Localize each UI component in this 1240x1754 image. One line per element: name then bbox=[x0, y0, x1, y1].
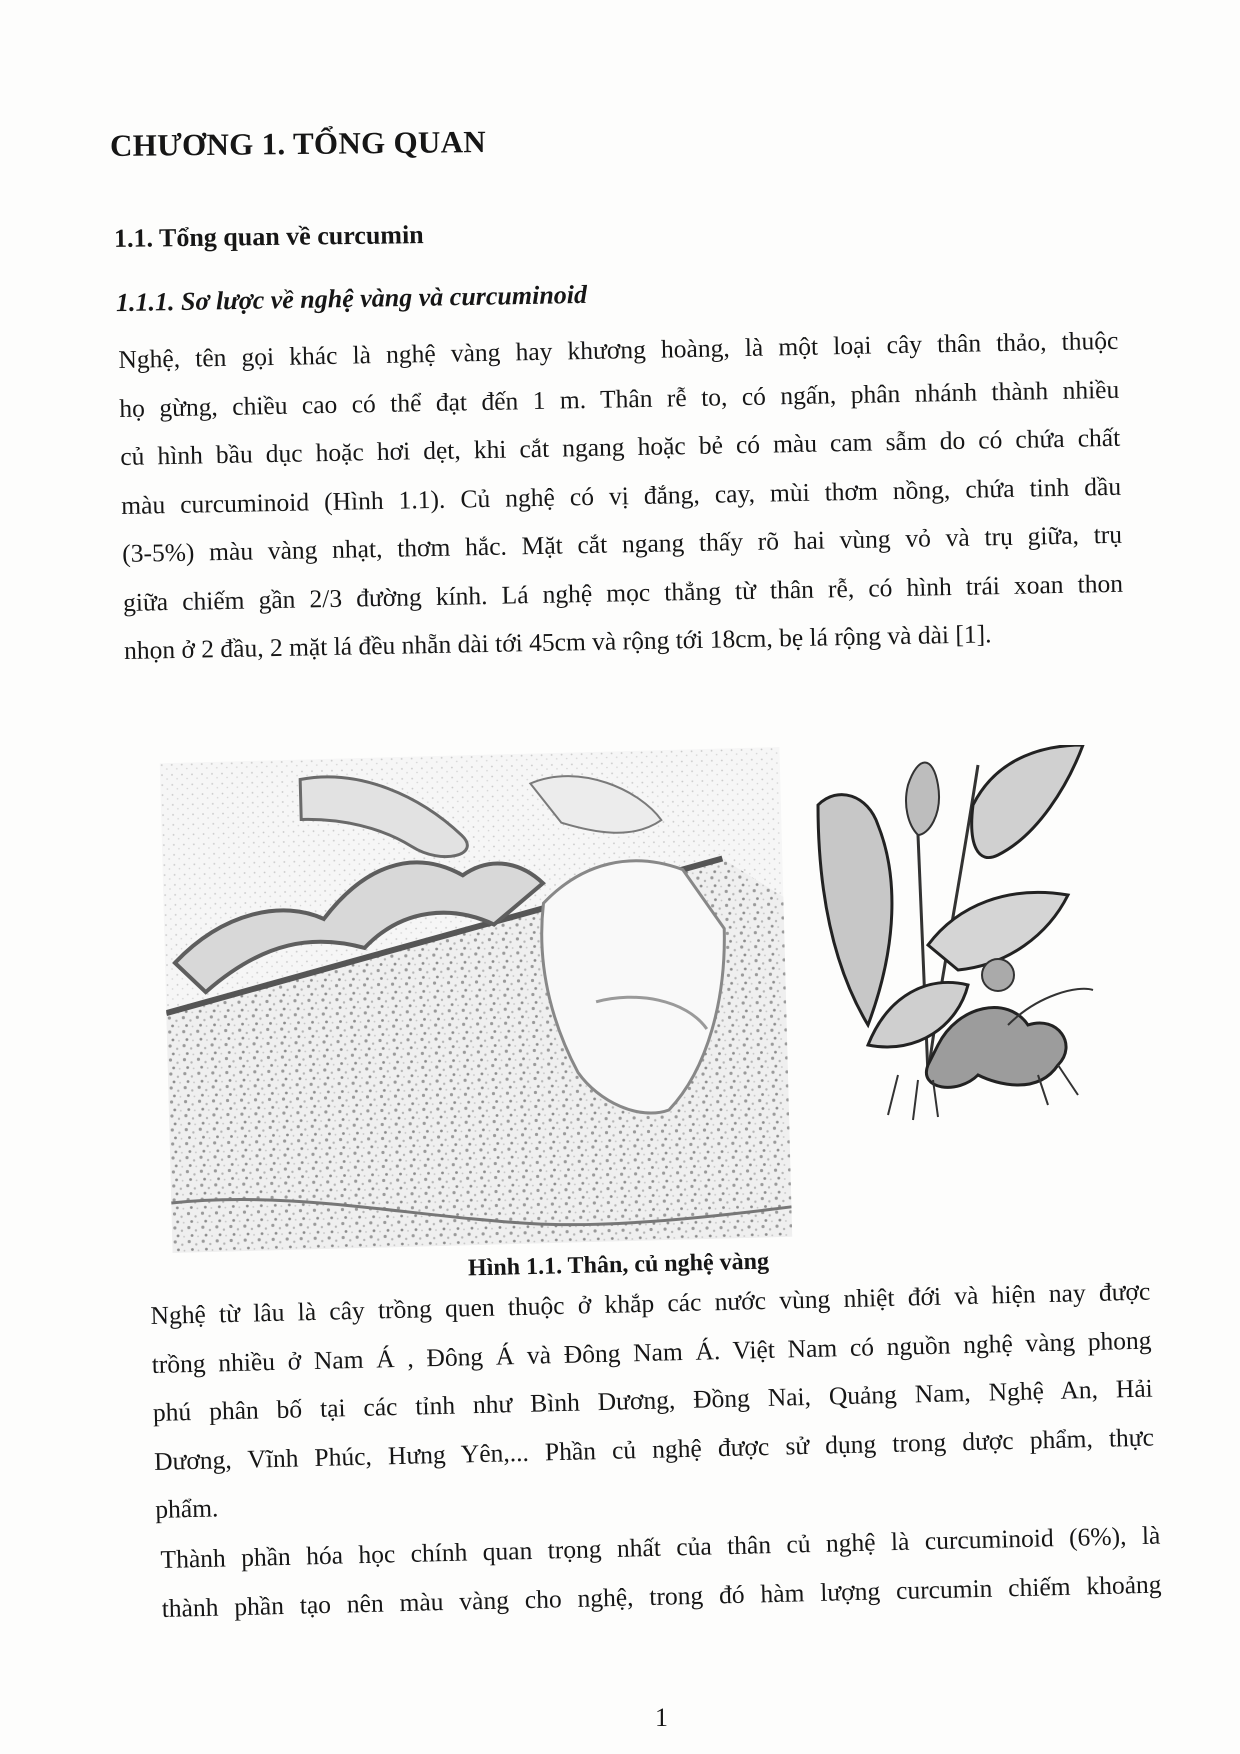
paragraph-line: (3-5%) màu vàng nhạt, thơm hắc. Mặt cắt ngang thấy rõ hai vùng vỏ và trụ giữa, trụ bbox=[121, 519, 1123, 568]
paragraph-distribution bbox=[150, 1268, 1156, 1535]
paragraph-line: củ hình bầu dục hoặc hơi dẹt, khi cắt ngang hoặc bẻ có màu cam sẫm do có chứa chất bbox=[120, 422, 1121, 471]
paragraph-line: Nghệ từ lâu là cây trồng quen thuộc ở khắp các nước vùng nhiệt đới và hiện nay được bbox=[150, 1276, 1151, 1330]
section-title: 1.1. Tổng quan về curcumin bbox=[113, 220, 424, 253]
paragraph-line: nhọn ở 2 đầu, 2 mặt lá đều nhẵn dài tới 45cm và rộng tới 18cm, bẹ lá rộng và dài [1]. bbox=[123, 619, 992, 665]
chapter-title: CHƯƠNG 1. TỔNG QUAN bbox=[109, 124, 487, 163]
paragraph-line: trồng nhiều ở Nam Á , Đông Á và Đông Nam Á. Việt Nam có nguồn nghệ vàng phong bbox=[151, 1325, 1152, 1379]
subsection-title: 1.1.1. Sơ lược về nghệ vàng và curcuminoid bbox=[115, 279, 588, 318]
paragraph-line: phẩm. bbox=[154, 1493, 219, 1524]
paragraph-line: Thành phần hóa học chính quan trọng nhất của thân củ nghệ là curcuminoid (6%), là bbox=[160, 1520, 1161, 1574]
paragraph-line: họ gừng, chiều cao có thể đạt đến 1 m. Thân rễ to, có ngấn, phân nhánh thành nhiều bbox=[119, 374, 1120, 423]
turmeric-plant-illustration bbox=[808, 745, 1098, 1185]
paragraph-line: thành phần tạo nên màu vàng cho nghệ, trong đó hàm lượng curcumin chiếm khoảng bbox=[161, 1569, 1162, 1623]
figure-caption: Hình 1.1. Thân, củ nghệ vàng bbox=[467, 1248, 770, 1282]
paragraph-line: màu curcuminoid (Hình 1.1). Củ nghệ có vị đắng, cay, mùi thơm nồng, chứa tinh dầu bbox=[120, 471, 1122, 520]
paragraph-line: phú phân bố tại các tỉnh như Bình Dương, Đồng Nai, Quảng Nam, Nghệ An, Hải bbox=[152, 1373, 1153, 1427]
paragraph-line: Dương, Vĩnh Phúc, Hưng Yên,... Phần củ nghệ được sử dụng trong dược phẩm, thực bbox=[153, 1422, 1155, 1476]
paragraph-intro bbox=[118, 317, 1124, 676]
page-number: 1 bbox=[655, 1703, 668, 1732]
paragraph-line: Nghệ, tên gọi khác là nghệ vàng hay khương hoàng, là một loại cây thân thảo, thuộc bbox=[118, 325, 1119, 374]
turmeric-powder-photo bbox=[160, 747, 793, 1253]
paragraph-line: giữa chiếm gần 2/3 đường kính. Lá nghệ mọc thẳng từ thân rễ, có hình trái xoan thon bbox=[122, 568, 1124, 617]
